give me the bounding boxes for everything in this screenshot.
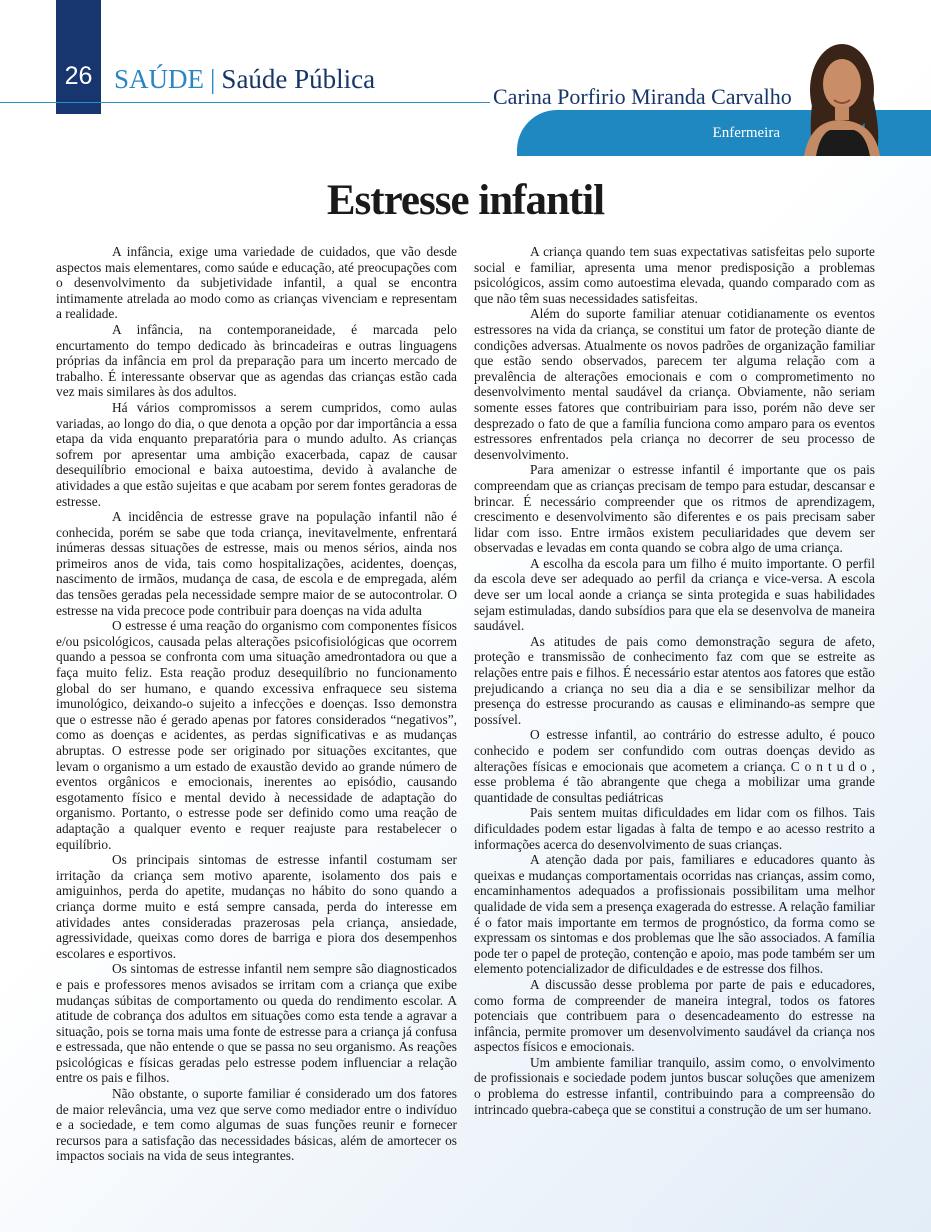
article-title: Estresse infantil xyxy=(326,177,605,224)
author-portrait-icon xyxy=(790,34,890,156)
paragraph: Há vários compromissos a serem cumpridos, como aulas variadas, ao longo do dia, o que denota a opção por dar importância a essa etapa da vida enquanto preparatória para o mundo adulto. As crianças sofrem por apresentar uma ambição exacerbada, capaz de causar desequilíbrio emocional e baixa autoestima, devido à avalanche de atividades a que estão sujeitas e que acabam por serem fontes geradoras de estresse. xyxy=(56,399,457,509)
paragraph: As atitudes de pais como demonstração segura de afeto, proteção e transmissão de conhecimento faz com que se estreite as relações entre pais e filhos. É necessário estar atentos aos fatores que estão prejudicando a criança no seu dia a dia e se sensibilizar melhor da presença do estresse procurando as causas e eliminando-as sempre que possível. xyxy=(474,633,875,727)
page-number-tab xyxy=(56,0,101,114)
paragraph: Para amenizar o estresse infantil é importante que os pais compreendam que as crianças precisam de tempo para estudar, descansar e brincar. É necessário compreender que os ritmos de aprendizagem, crescimento e desenvolvimento são diferentes e os pais precisam saber lidar com isso. Entre irmãos existem peculiaridades que devem ser observadas e levadas em conta quando se cobra algo de uma criança. xyxy=(474,462,875,556)
paragraph: Não obstante, o suporte familiar é considerado um dos fatores de maior relevância, uma vez que serve como mediador entre o indivíduo e a sociedade, e tem como algumas de suas funções reunir e fornecer recursos para a satisfação das necessidades básicas, além de amortecer os impactos sociais na vida de seus integrantes. xyxy=(56,1086,457,1164)
article-column-left xyxy=(56,244,457,1164)
paragraph: A infância, na contemporaneidade, é marcada pelo encurtamento do tempo dedicado às brincadeiras e outras linguagens próprias da infância em prol da preparação para um incerto mercado de trabalho. É interessante observar que as agendas das crianças estão cada vez mais similares às dos adultos. xyxy=(56,321,457,400)
section-title xyxy=(114,64,375,95)
author-name: Carina Porfirio Miranda Carvalho xyxy=(493,84,792,109)
paragraph: A atenção dada por pais, familiares e educadores quanto às queixas e mudanças comportamentais ocorridas nas crianças, assim como, encaminhamentos adequados a profissionais possibilitam uma melhor qualidade de vida sem a presença exagerada do estresse. A relação familiar é o fator mais importante em termos de prognóstico, da forma como se expressam os sintomas e dos problemas que lhe são associados. A família pode ter o papel de proteção, contenção e apoio, mas pode também ser um elemento potencializador de dificuldades e de estresse dos filhos. xyxy=(474,852,875,977)
paragraph: O estresse é uma reação do organismo com componentes físicos e/ou psicológicos, causada pelas alterações psicofisiológicas que ocorrem quando a pessoa se confronta com uma situação amedrontadora ou que a faça muito feliz. Esta reação produz desequilíbrio no funcionamento global do ser humano, e quando excessiva enfraquece seu sistema imunológico, deixando-o sujeito a infecções e doenças. Isso demonstra que o estresse não é gerado apenas por fatores considerados “negativos”, como as doenças e acidentes, as perdas significativas e as mudanças abruptas. O estresse pode ser originado por situações excitantes, que levam o organismo a um estado de exaustão devido ao grande número de eventos orgânicos e emocionais, inerentes ao episódio, causando esgotamento físico e mental devido à necessidade de adaptação do organismo. Portanto, o estresse pode ser definido como uma reação de adaptação a qualquer evento e requer reajuste para restabelecer o equilíbrio. xyxy=(56,618,457,852)
paragraph: Além do suporte familiar atenuar cotidianamente os eventos estressores na vida da criança, se constitui um fator de proteção diante de condições adversas. Atualmente os novos padrões de organização familiar que estão sendo observados, parecem ter alguma relação com a prevalência de alterações emocionais e com o comprometimento no desenvolvimento mental saudável da criança. Obviamente, não seriam somente esses fatores que contribuiriam para isso, porém não deve ser desprezado o fato de que a família funciona como amparo para os eventos estressores enfrentados pela criança no decorrer de seu processo de desenvolvimento. xyxy=(474,306,875,462)
paragraph: A criança quando tem suas expectativas satisfeitas pelo suporte social e familiar, apresenta uma menor predisposição a problemas psicológicos, assim como autoestima elevada, quando comparado com as que não têm suas necessidades satisfeitas. xyxy=(474,244,875,306)
paragraph: Os principais sintomas de estresse infantil costumam ser irritação da criança sem motivo aparente, isolamento dos pais e amiguinhos, perda do apetite, mudanças no hábito do sono quando a criança dorme muito e está sempre cansada, perda do interesse em atividades antes consideradas prazerosas pela criança, ansiedade, agressividade, queixas como dores de barriga e piora dos desempenhos escolares e esportivos. xyxy=(56,852,457,961)
subsection-label: Saúde Pública xyxy=(221,64,376,94)
section-label: SAÚDE xyxy=(114,64,205,94)
paragraph: O estresse infantil, ao contrário do estresse adulto, é pouco conhecido e podem ser confundido com outras doenças devido as alterações físicas e emocionais que acometem a criança. C o n t u d o , esse problema é tão abrangente que chega a mobilizar uma grande quantidade de consultas pediátricas xyxy=(474,727,875,805)
paragraph: Os sintomas de estresse infantil nem sempre são diagnosticados e pais e professores menos avisados se irritam com a criança que exibe mudanças súbitas de comportamento ou queda do rendimento escolar. A atitude de cobrança dos adultos em situações como esta tende a agravar a situação, pois se torna mais uma fonte de estresse para a criança já confusa e estressada, que não entende o que se passa no seu organismo. As reações psicológicas e físicas geradas pelo estresse podem influenciar a relação entre os pais e filhos. xyxy=(56,961,457,1086)
section-separator: | xyxy=(210,64,216,94)
paragraph: A infância, exige uma variedade de cuidados, que vão desde aspectos mais elementares, como saúde e educação, até preocupações com o desenvolvimento da subjetividade infantil, a qual se encontra intimamente atrelada ao modo como as crianças vivenciam e representam a realidade. xyxy=(56,244,457,322)
paragraph: A incidência de estresse grave na população infantil não é conhecida, porém se sabe que toda criança, inevitavelmente, enfrentará inúmeras dessas situações de estresse, mais ou menos sérios, ainda nos primeiros anos de vida, tais como hospitalizações, acidentes, doenças, nascimento de irmãos, mudança de casa, de escola e de empregada, além das tensões geradas pela necessidade sempre maior de se autocontrolar. O estresse na vida precoce pode contribuir para doenças na vida adulta xyxy=(56,509,457,618)
paragraph: Um ambiente familiar tranquilo, assim como, o envolvimento de profissionais e sociedade podem juntos buscar soluções que amenizem o problema do estresse infantil, contribuindo para a compreensão do intrincado quebra-cabeça que se constitui a construção de um ser humano. xyxy=(474,1054,875,1117)
paragraph: Pais sentem muitas dificuldades em lidar com os filhos. Tais dificuldades podem estar ligadas à falta de tempo e ao acesso restrito a informações acerca do desenvolvimento de suas crianças. xyxy=(474,805,875,852)
author-role: Enfermeira xyxy=(712,125,780,141)
author-photo xyxy=(790,34,890,156)
page-number: 26 xyxy=(64,62,93,90)
paragraph: A escolha da escola para um filho é muito importante. O perfil da escola deve ser adequado ao perfil da criança e vice-versa. A escola deve ser um local aonde a criança se sinta protegida e suas habilidades sejam estimuladas, dando subsídios para que ela se desenvolva de maneira saudável. xyxy=(474,555,875,634)
article-column-right xyxy=(474,244,875,1117)
paragraph: A discussão desse problema por parte de pais e educadores, como forma de compreender de maneira integral, todos os fatores potenciais que contribuem para o desencadeamento do estresse na infância, permite promover um desenvolvimento saudável da criança nos aspectos físicos e emocionais. xyxy=(474,976,875,1055)
header-divider xyxy=(0,102,490,103)
